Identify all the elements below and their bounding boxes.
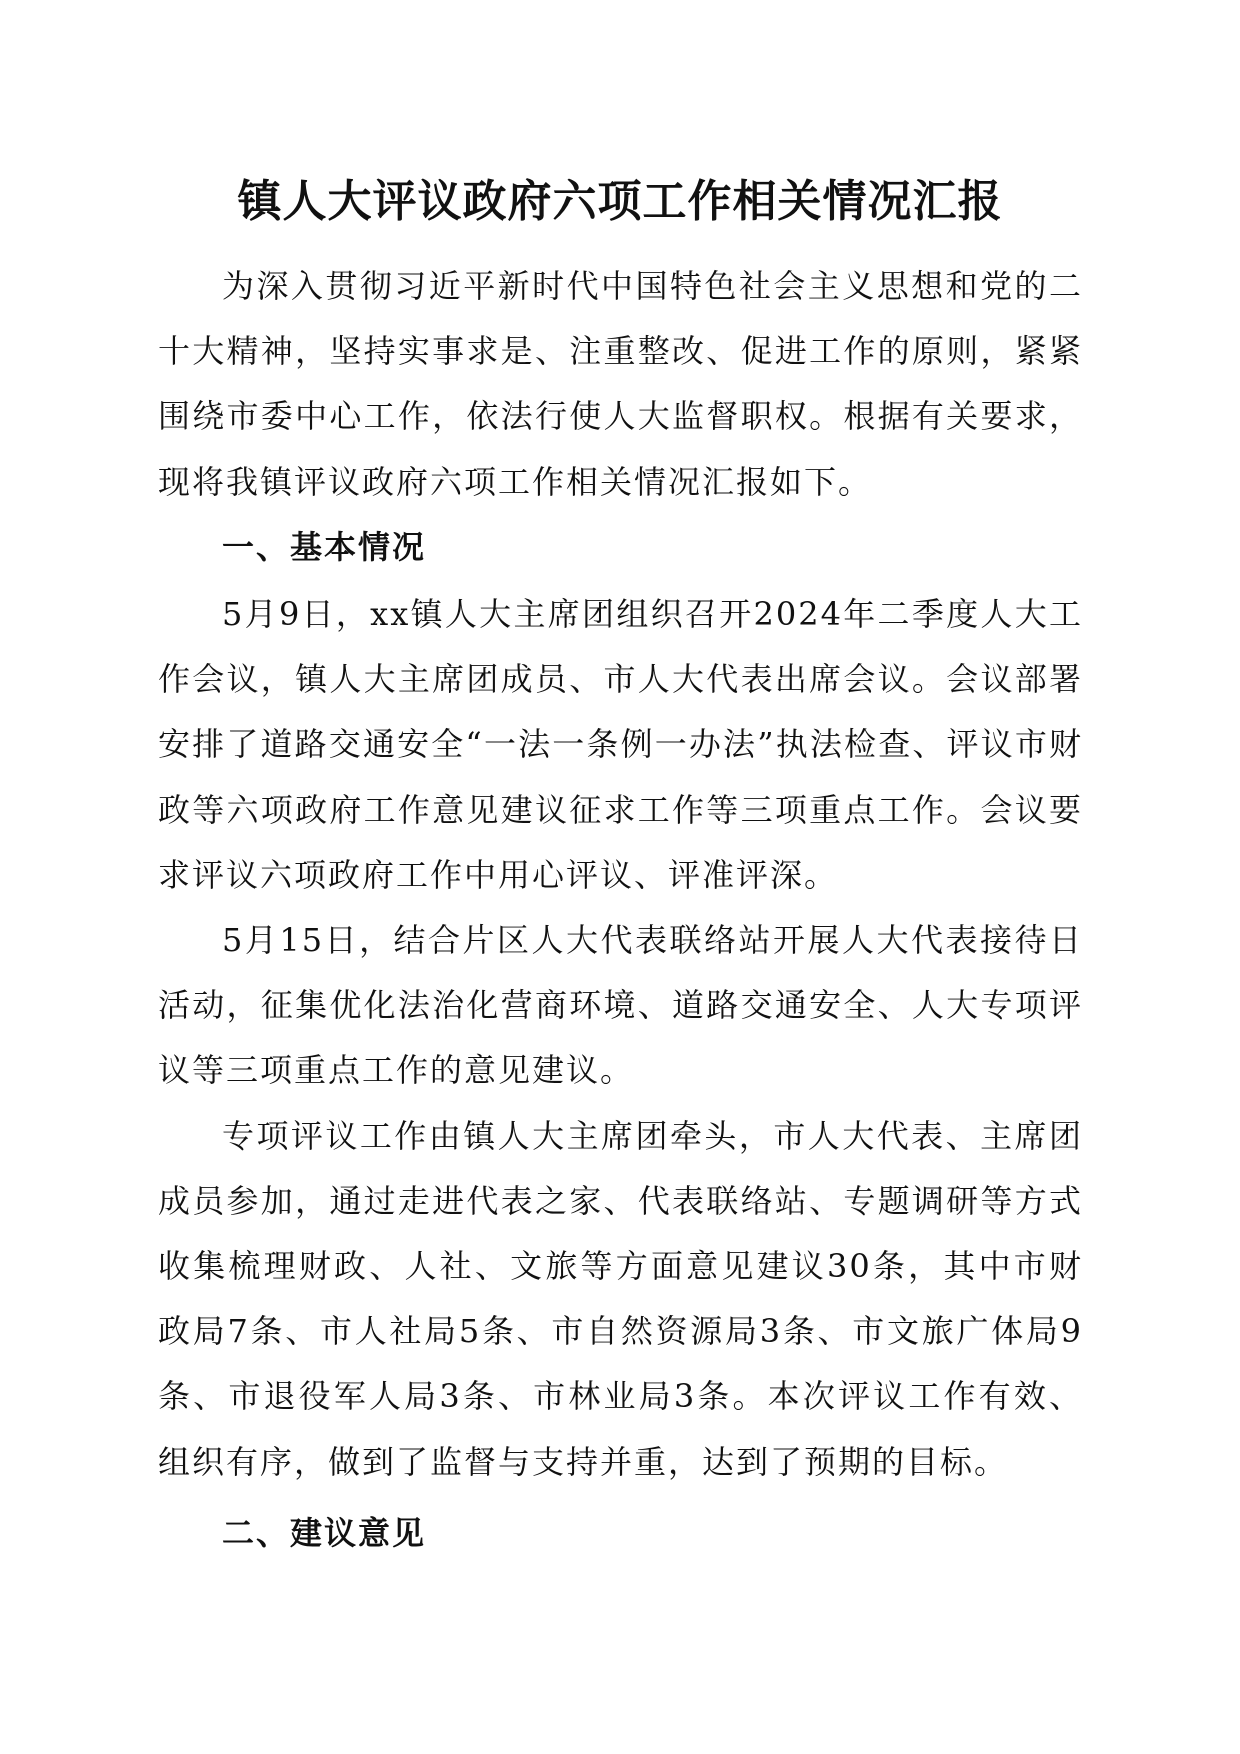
intro-paragraph: 为深入贯彻习近平新时代中国特色社会主义思想和党的二十大精神，坚持实事求是、注重整改、促进工作的原则，紧紧围绕市委中心工作，依法行使人大监督职权。根据有关要求，现将我镇评议政府六项工作相关情况汇报如下。 xyxy=(158,267,1083,501)
paragraph-special-review: 专项评议工作由镇人大主席团牵头，市人大代表、主席团成员参加，通过走进代表之家、代表联络站、专题调研等方式收集梳理财政、人社、文旅等方面意见建议30条，其中市财政局7条、市人社局5条、市自然资源局3条、市文旅广体局9条、市退役军人局3条、市林业局3条。本次评议工作有效、组织有序，做到了监督与支持并重，达到了预期的目标。 xyxy=(158,1116,1083,1481)
paragraph-meeting: 5月9日，xx镇人大主席团组织召开2024年二季度人大工作会议，镇人大主席团成员、市人大代表出席会议。会议部署安排了道路交通安全“一法一条例一办法”执法检查、评议市财政等六项政府工作意见建议征求工作等三项重点工作。会议要求评议六项政府工作中用心评议、评准评深。 xyxy=(158,595,1083,894)
paragraph-reception-day: 5月15日，结合片区人大代表联络站开展人大代表接待日活动，征集优化法治化营商环境、道路交通安全、人大专项评议等三项重点工作的意见建议。 xyxy=(158,921,1083,1090)
section-heading-suggestions: 二、建议意见 xyxy=(222,1513,427,1552)
document-title: 镇人大评议政府六项工作相关情况汇报 xyxy=(237,176,1003,227)
document-body xyxy=(158,254,1083,1566)
section-heading-basic-situation: 一、基本情况 xyxy=(222,527,427,566)
